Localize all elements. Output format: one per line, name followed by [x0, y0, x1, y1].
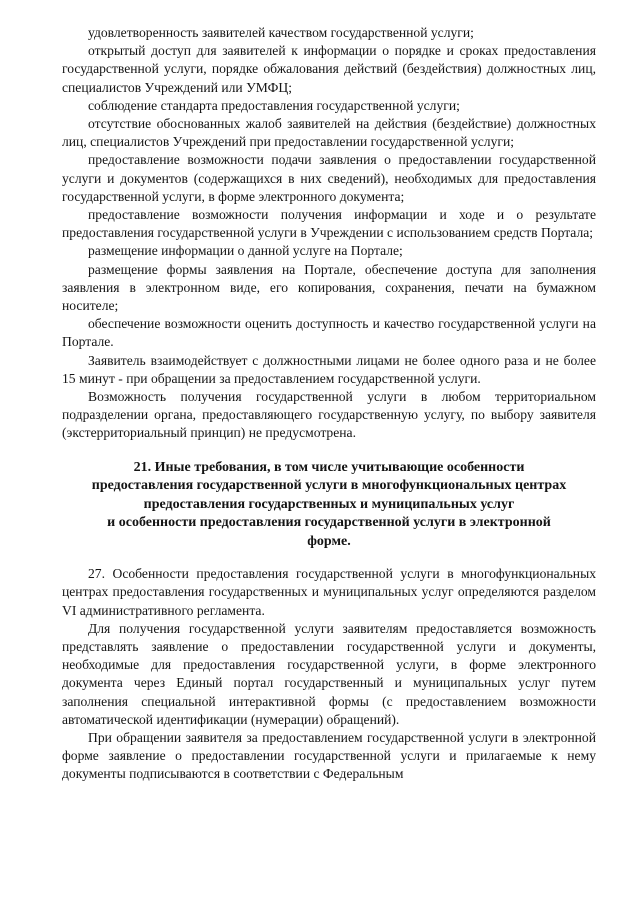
- heading-line: и особенности предоставления государственной услуги в электронной: [107, 515, 551, 531]
- paragraph: 27. Особенности предоставления государственной услуги в многофункциональных центрах предоставления государственных и муниципальных услуг определяются разделом VI административного регламента.: [62, 566, 596, 618]
- paragraph: удовлетворенность заявителей качеством государственной услуги;: [88, 25, 474, 40]
- paragraph: Заявитель взаимодействует с должностными лицами не более одного раза и не более 15 минут - при обращении за предоставлением государственной услуги.: [62, 352, 596, 386]
- paragraph: открытый доступ для заявителей к информации о порядке и сроках предоставления государственной услуги, порядке обжалования действий (бездействия) должностных лиц, специалистов Учреждений или УМФЦ;: [62, 43, 596, 95]
- section-heading: [70, 459, 588, 552]
- paragraph: предоставление возможности получения информации и ходе и о результате предоставления государственной услуги в Учреждении с использованием средств Портала;: [62, 207, 596, 241]
- requirements-list: [62, 24, 596, 443]
- paragraph: Возможность получения государственной услуги в любом территориальном подразделении органа, предоставляющего государственную услугу, по выбору заявителя (экстерриториальный принцип) не предусмотрена.: [62, 389, 596, 441]
- paragraph: При обращении заявителя за предоставлением государственной услуги в электронной форме заявление о предоставлении государственной услуги и прилагаемые к нему документы подписываются в соответствии с Федеральным: [62, 730, 596, 782]
- heading-line: форме.: [307, 533, 351, 549]
- heading-line: предоставления государственной услуги в многофункциональных центрах: [91, 478, 567, 494]
- paragraph: Для получения государственной услуги заявителям предоставляется возможность представлять заявление о предоставлении государственной услуги и документы, необходимые для предоставления государственной услуги, в форме электронного документа через Единый портал государственный и муниципальных услуг путем заполнения специальной интерактивной формы (с предоставлением возможности автоматической идентификации (нумерации) обращений).: [62, 620, 596, 727]
- heading-line: предоставления государственных и муниципальных услуг: [143, 496, 515, 512]
- paragraph: соблюдение стандарта предоставления государственной услуги;: [88, 97, 460, 113]
- paragraph: размещение формы заявления на Портале, обеспечение доступа для заполнения заявления в электронном виде, его копирования, сохранения, печати на бумажном носителе;: [62, 261, 596, 314]
- heading-line: 21. Иные требования, в том числе учитывающие особенности: [133, 459, 525, 475]
- paragraph: размещение информации о данной услуге на Портале;: [88, 243, 403, 259]
- paragraph: предоставление возможности подачи заявления о предоставлении государственной услуги и документов (содержащихся в них сведений), необходимых для предоставления государственной услуги, в форме электронного документа;: [62, 152, 596, 204]
- section-body: [62, 565, 596, 783]
- paragraph: обеспечение возможности оценить доступность и качество государственной услуги на Портале.: [62, 316, 596, 350]
- paragraph: отсутствие обоснованных жалоб заявителей на действия (бездействие) должностных лиц, специалистов Учреждений при предоставлении государственной услуги;: [62, 116, 596, 150]
